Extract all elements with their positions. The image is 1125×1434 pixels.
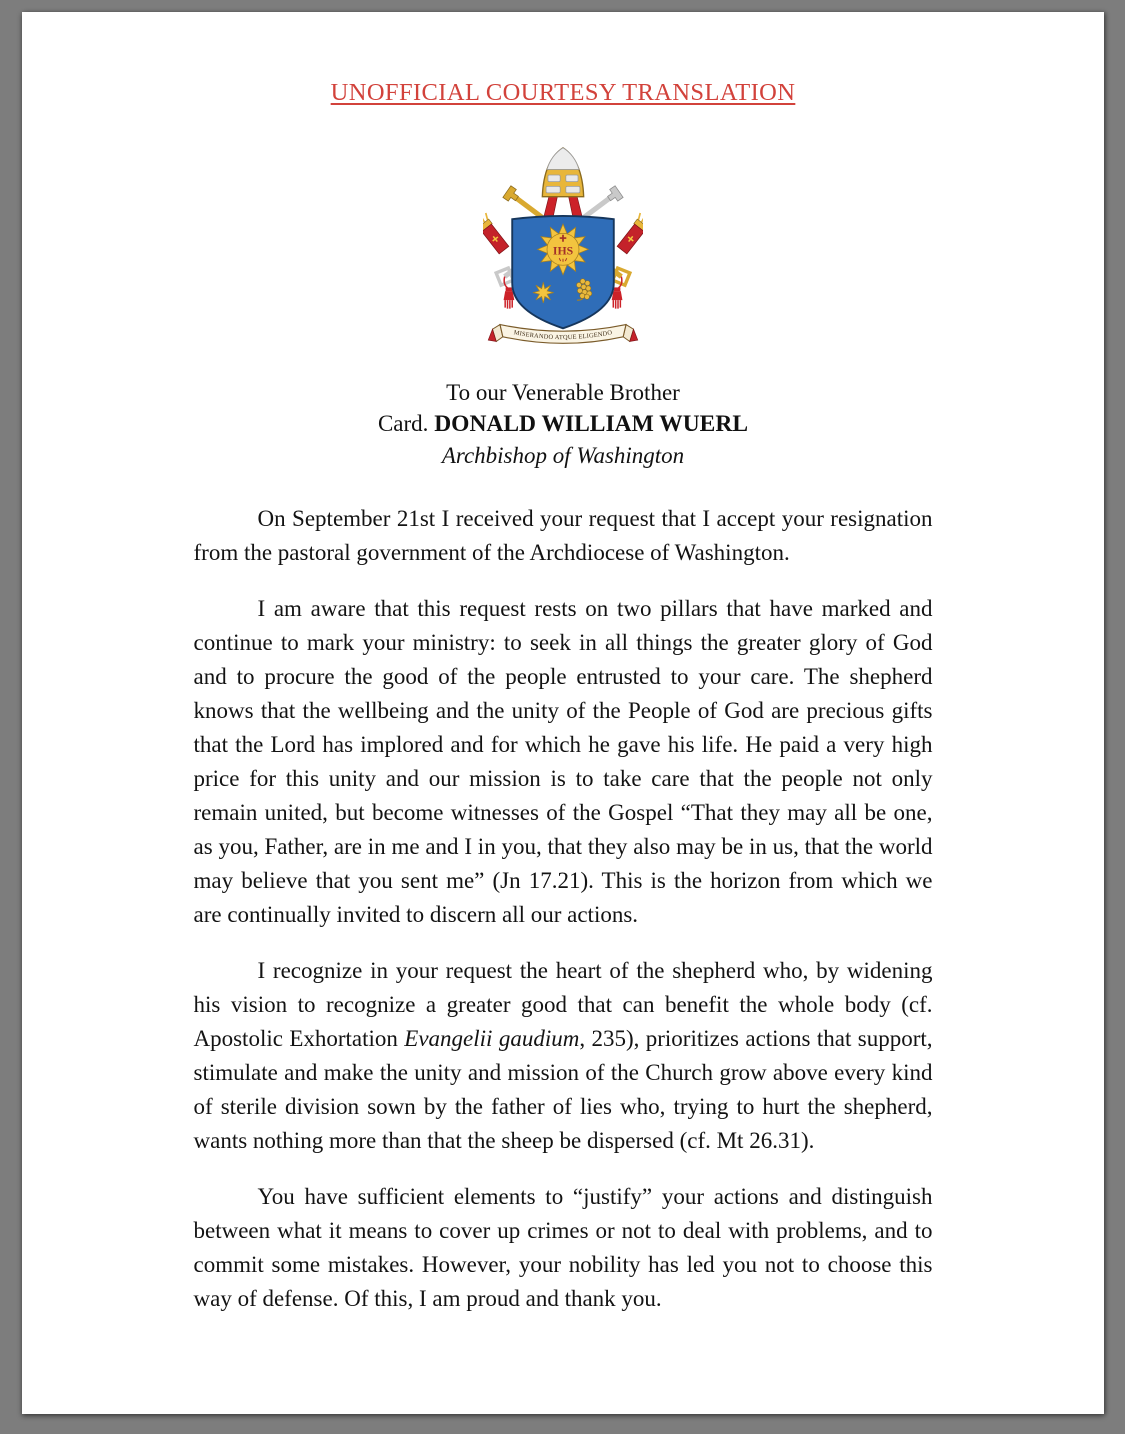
paragraph-1-text: On September 21st I received your request that I accept your resignation from the pastoral government of the Archdiocese of Washington. <box>193 506 933 565</box>
letter-page <box>22 12 1104 1414</box>
shield <box>512 216 614 328</box>
right-cord-ornament <box>615 212 643 255</box>
papal-coat-of-arms <box>483 144 643 349</box>
papal-coat-of-arms-graphic <box>483 144 643 349</box>
motto-text: MISERANDO ATQUE ELIGENDO <box>513 329 613 342</box>
paragraph-3 <box>194 954 933 1158</box>
paragraph-3-text-a: I recognize in your request the heart of the shepherd who, by widening his vision to recognize a greater good that can benefit the whole body (cf. Apostolic Exhortation <box>193 958 933 1051</box>
page-title-text: UNOFFICIAL COURTESY TRANSLATION <box>330 79 796 106</box>
left-cord-ornament <box>483 212 511 255</box>
letter-body <box>194 502 933 1316</box>
page-title <box>194 12 933 108</box>
paragraph-4 <box>194 1180 933 1316</box>
paragraph-1 <box>194 502 933 570</box>
addressee-name-prefix: Card. <box>377 411 435 436</box>
mitre-icon <box>542 148 583 219</box>
addressee-salutation: To our Venerable Brother <box>446 380 680 405</box>
star-icon <box>533 282 554 303</box>
addressee-name: DONALD WILLIAM WUERL <box>434 411 749 437</box>
paragraph-3-text-b: , 235), prioritizes actions that support, stimulate and make the unity and mission of the Church grow above every kind of sterile division sown by the father of lies who, trying to hurt the shepherd, wants nothing more than that the sheep be dispersed (cf. Mt 26.31). <box>193 1026 933 1153</box>
ihs-monogram: IHS <box>552 244 574 258</box>
addressee-block <box>194 377 933 471</box>
paragraph-2 <box>194 592 933 932</box>
addressee-name-line <box>194 408 933 440</box>
paragraph-2-text: I am aware that this request rests on two pillars that have marked and continue to mark your ministry: to seek in all things the greater glory of God and to procure the good of the people entrusted to your care. The shepherd knows that the wellbeing and the unity of the People of God are precious gifts that the Lord has implored and for which he gave his life. He paid a very high price for this unity and our mission is to take care that the people not only remain united, but become witnesses of the Gospel “That they may all be one, as you, Father, are in me and I in you, that they also may be in us, that the world may believe that you sent me” (Jn 17.21). This is the horizon from which we are continually invited to discern all our actions. <box>193 596 933 927</box>
paragraph-3-italic-citation: Evangelii gaudium <box>404 1026 580 1051</box>
addressee-role: Archbishop of Washington <box>441 443 685 468</box>
paragraph-4-text: You have sufficient elements to “justify” your actions and distinguish between what it means to cover up crimes or not to deal with problems, and to commit some mistakes. However, your nobility has led you not to choose this way of defense. Of this, I am proud and thank you. <box>193 1184 933 1311</box>
